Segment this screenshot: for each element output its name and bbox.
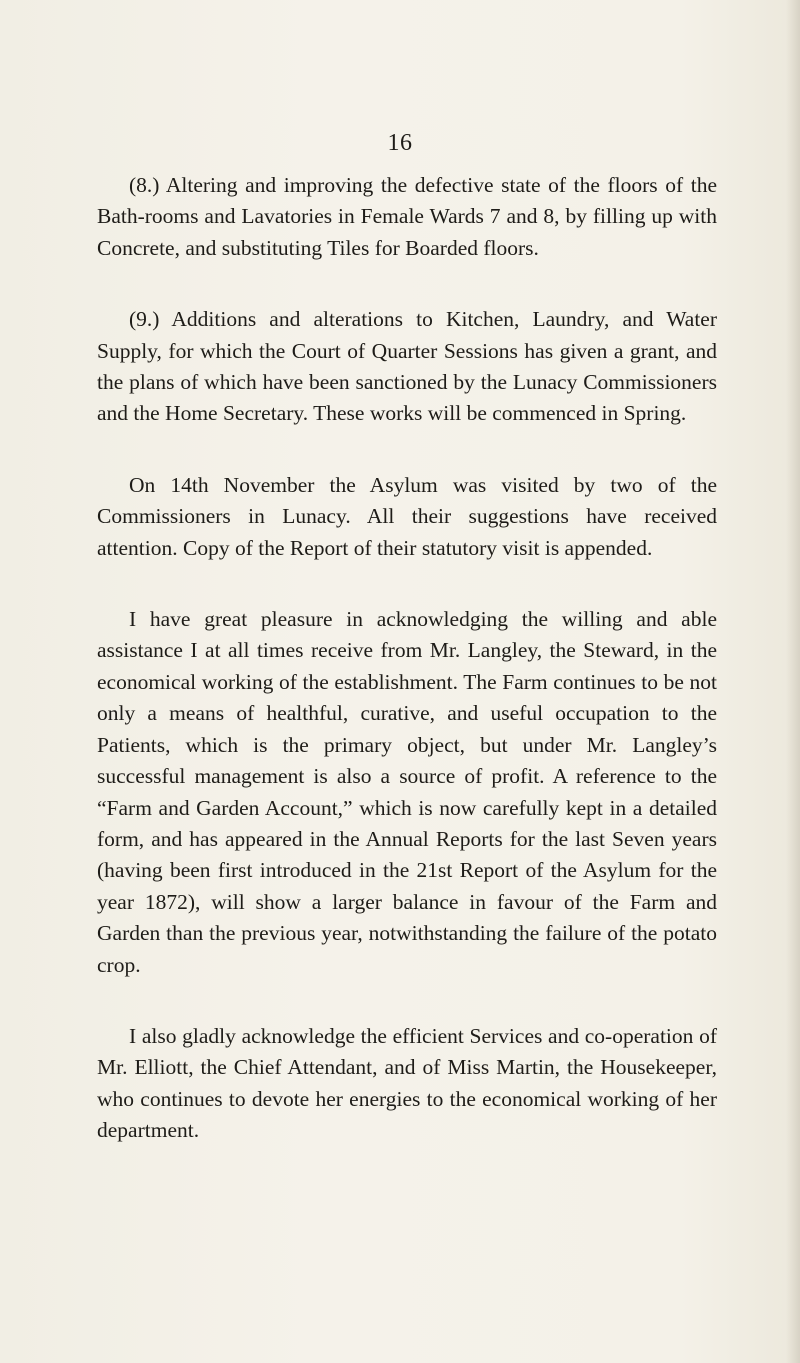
page-edge-shadow xyxy=(786,0,800,1363)
paragraph-item-9: (9.) Additions and alterations to Kitchen, Laundry, and Water Supply, for which the Court of Quarter Sessions has given a grant, and the plans of which have been sanctioned by the Lunacy Commissioners and the Home Secretary. These works will be commenced in Spring. xyxy=(97,307,717,426)
body-text xyxy=(97,170,717,1147)
paragraph-steward-farm: I have great pleasure in acknowledging the willing and able assistance I at all times receive from Mr. Langley, the Steward, in the economical working of the establishment. The Farm continues to be not only a means of healthful, curative, and useful occupation to the Patients, which is the primary object, but under Mr. Langley’s successful management is also a source of profit. A reference to the “Farm and Garden Account,” which is now carefully kept in a detailed form, and has appeared in the Annual Reports for the last Seven years (having been first introduced in the 21st Report of the Asylum for the year 1872), will show a larger balance in favour of the Farm and Garden than the previous year, notwithstanding the failure of the potato crop. xyxy=(97,607,717,977)
paragraph-item-8: (8.) Altering and improving the defective state of the floors of the Bath-rooms and Lavatories in Female Wards 7 and 8, by filling up with Concrete, and substituting Tiles for Boarded floors. xyxy=(97,173,717,260)
page-number: 16 xyxy=(387,130,413,156)
paragraph-commissioners-visit: On 14th November the Asylum was visited by two of the Commissioners in Lunacy. All their suggestions have received attention. Copy of the Report of their statutory visit is appended. xyxy=(97,472,717,560)
paragraph-attendant-housekeeper: I also gladly acknowledge the efficient Services and co-operation of Mr. Elliott, the Chief Attendant, and of Miss Martin, the Housekeeper, who continues to devote her energies to the economical working of her department. xyxy=(97,1023,717,1143)
